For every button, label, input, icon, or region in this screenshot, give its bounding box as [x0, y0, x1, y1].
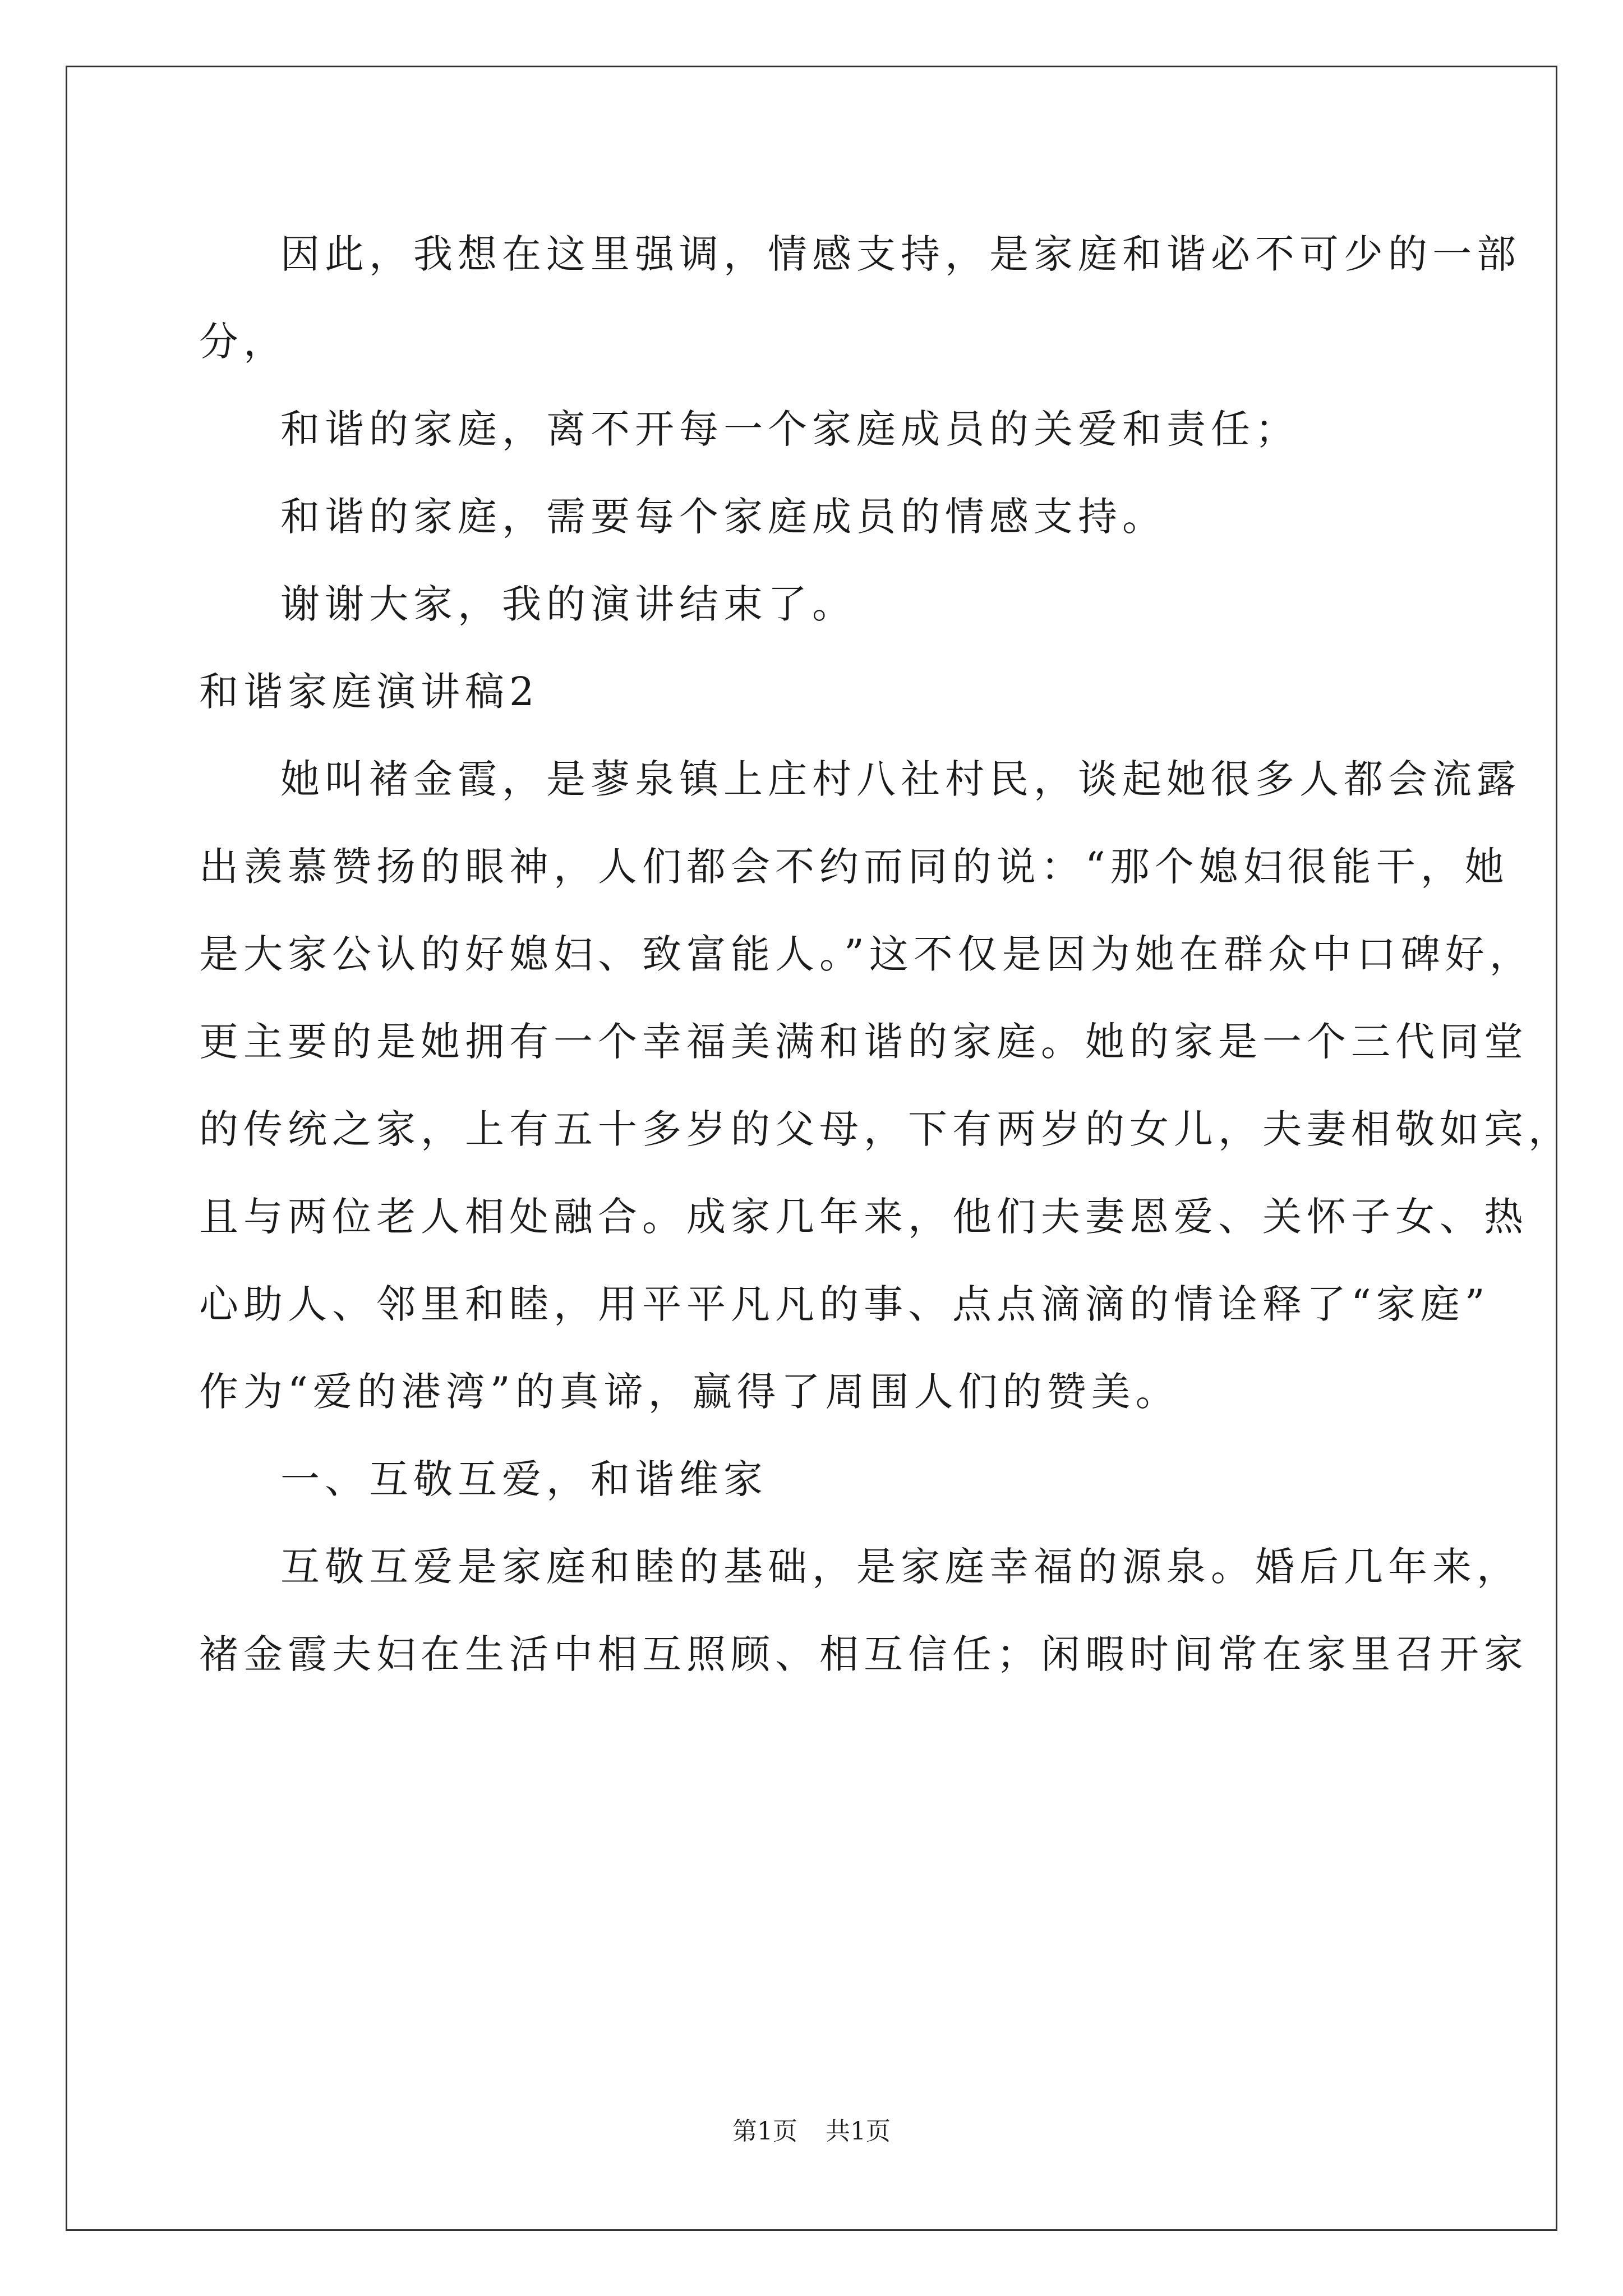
paragraph-line: 作为“爱的港湾”的真谛，赢得了周围人们的赞美。: [199, 1369, 1180, 1415]
paragraph-line: 互敬互爱是家庭和睦的基础，是家庭幸福的源泉。婚后几年来，: [280, 1544, 1521, 1590]
paragraph-line: 是大家公认的好媳妇、致富能人。”这不仅是因为她在群众中口碑好，: [199, 931, 1534, 977]
paragraph-line: 谢谢大家，我的演讲结束了。: [280, 581, 856, 627]
paragraph-line: 的传统之家，上有五十多岁的父母，下有两岁的女儿，夫妻相敬如宾，: [199, 1106, 1573, 1152]
subsection-heading: 一、互敬互爱，和谐维家: [280, 1456, 768, 1502]
paragraph-line: 因此，我想在这里强调，情感支持，是家庭和谐必不可少的一部: [280, 231, 1521, 277]
paragraph-line: 且与两位老人相处融合。成家几年来，他们夫妻恩爱、关怀子女、热: [199, 1194, 1528, 1240]
page-total: 共1页: [826, 2117, 891, 2146]
section-heading: 和谐家庭演讲稿2: [199, 669, 540, 715]
document-body: [199, 210, 1573, 1698]
paragraph-line: 心助人、邻里和睦，用平平凡凡的事、点点滴滴的情诠释了“家庭”: [199, 1281, 1490, 1327]
paragraph-line: 她叫褚金霞，是蓼泉镇上庄村八社村民，谈起她很多人都会流露: [280, 756, 1521, 802]
paragraph-line: 分，: [199, 319, 288, 365]
page-footer: [0, 2115, 1623, 2148]
paragraph-line: 褚金霞夫妇在生活中相互照顾、相互信任；闲暇时间常在家里召开家: [199, 1631, 1528, 1677]
paragraph-line: 更主要的是她拥有一个幸福美满和谐的家庭。她的家是一个三代同堂: [199, 1019, 1528, 1065]
paragraph-line: 出羡慕赞扬的眼神，人们都会不约而同的说：“那个媳妇很能干，她: [199, 844, 1509, 890]
paragraph-line: 和谐的家庭，需要每个家庭成员的情感支持。: [280, 494, 1166, 540]
paragraph-line: 和谐的家庭，离不开每一个家庭成员的关爱和责任；: [280, 406, 1299, 452]
page-number: 第1页: [732, 2117, 797, 2146]
